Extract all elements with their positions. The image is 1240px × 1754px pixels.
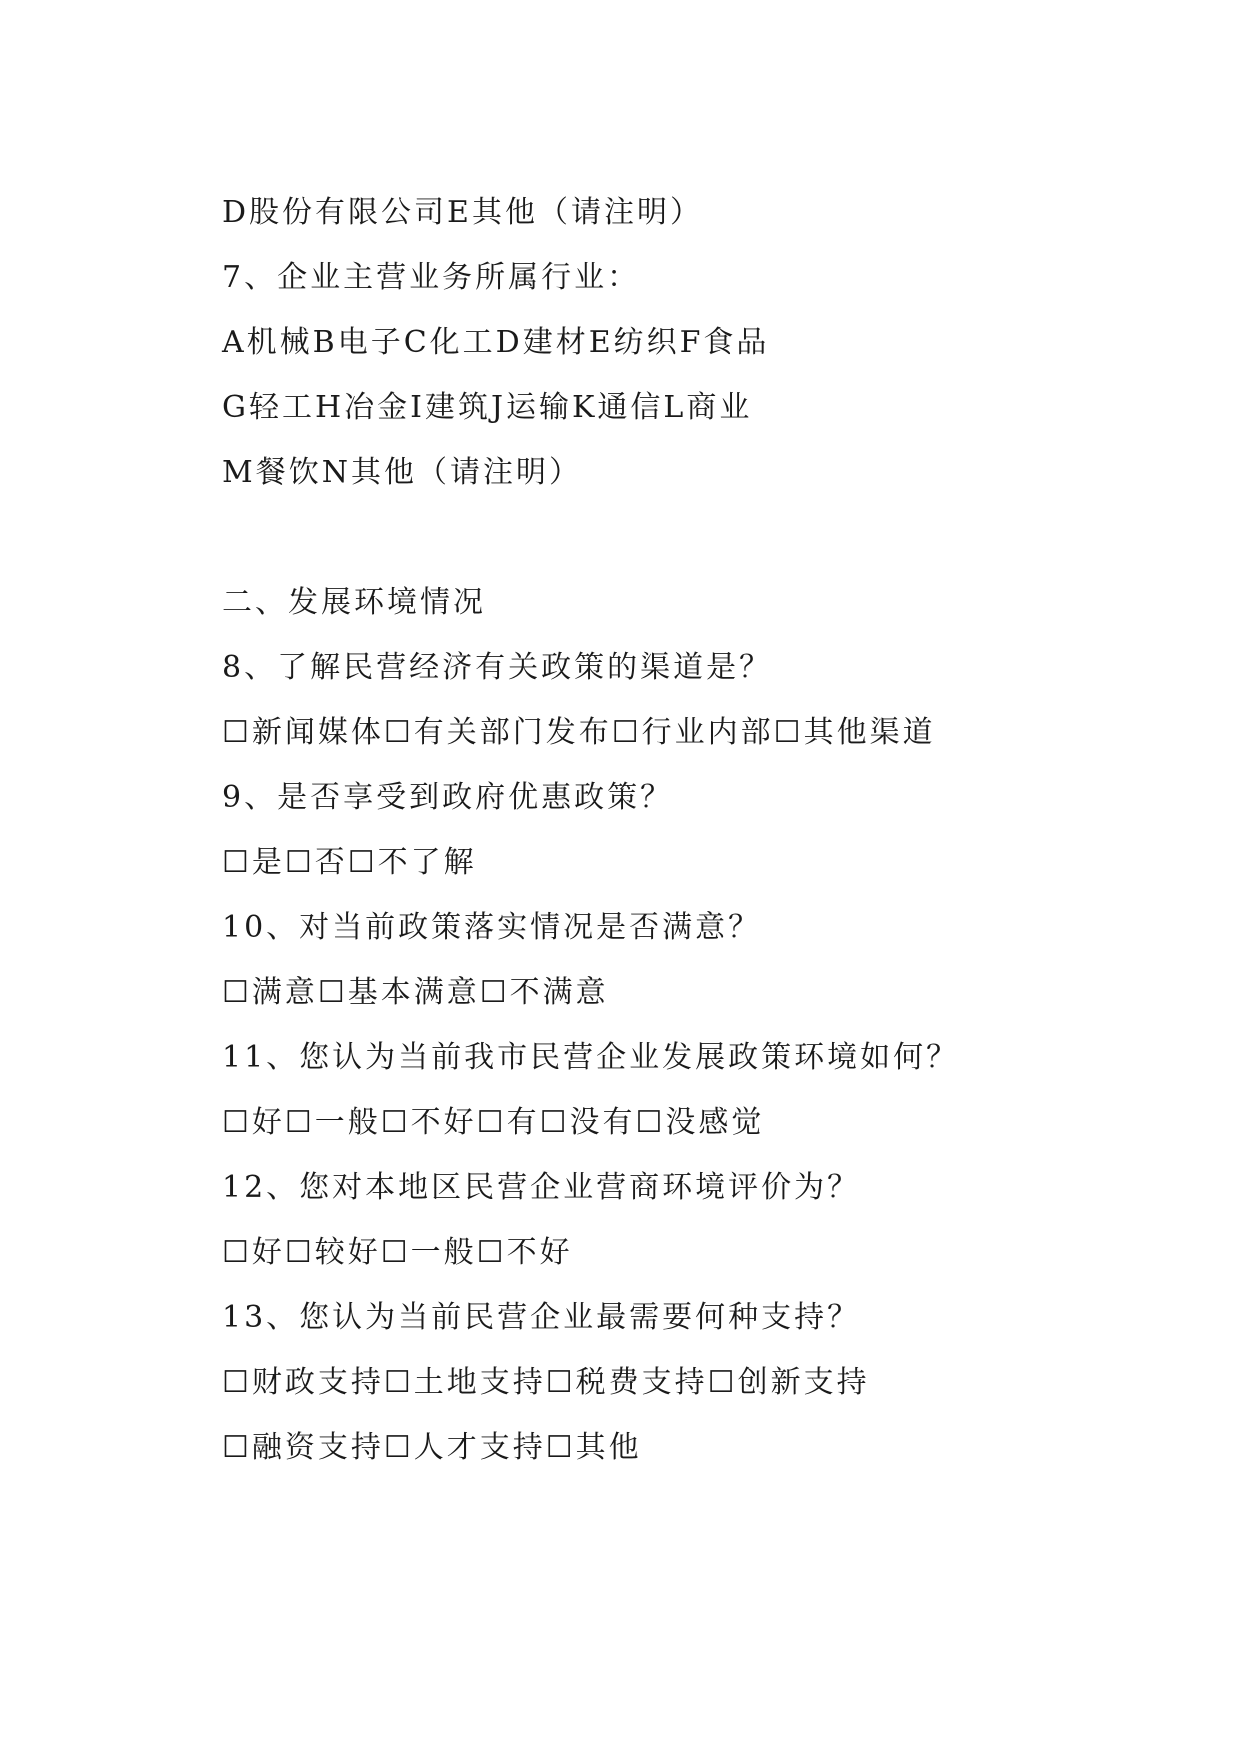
- question-8-options: ☐新闻媒体☐有关部门发布☐行业内部☐其他渠道: [222, 715, 936, 750]
- question-13-options-row-1: ☐财政支持☐土地支持☐税费支持☐创新支持: [222, 1365, 870, 1400]
- question-11-options: ☐好☐一般☐不好☐有☐没有☐没感觉: [222, 1105, 765, 1140]
- question-12-options: ☐好☐较好☐一般☐不好: [222, 1235, 573, 1270]
- industry-options-row-3: M餐饮N其他（请注明）: [222, 455, 582, 490]
- company-type-options-continued: D股份有限公司E其他（请注明）: [222, 195, 703, 230]
- industry-options-row-1: A机械B电子C化工D建材E纺织F食品: [222, 325, 770, 360]
- question-13-support-needed: 13、您认为当前民营企业最需要何种支持？: [222, 1300, 861, 1335]
- question-11-policy-environment: 11、您认为当前我市民营企业发展政策环境如何？: [222, 1040, 960, 1075]
- question-10-policy-satisfaction: 10、对当前政策落实情况是否满意？: [222, 910, 762, 945]
- question-9-preferential-policy: 9、是否享受到政府优惠政策？: [222, 780, 674, 815]
- question-13-options-row-2: ☐融资支持☐人才支持☐其他: [222, 1430, 642, 1465]
- industry-options-row-2: G轻工H冶金I建筑J运输K通信L商业: [222, 390, 753, 425]
- question-8-policy-channels: 8、了解民营经济有关政策的渠道是？: [222, 650, 773, 685]
- section-heading-development-environment: 二、发展环境情况: [222, 585, 486, 620]
- question-10-options: ☐满意☐基本满意☐不满意: [222, 975, 609, 1010]
- question-9-options: ☐是☐否☐不了解: [222, 845, 477, 880]
- question-7-industry: 7、企业主营业务所属行业：: [222, 260, 641, 295]
- question-12-business-environment: 12、您对本地区民营企业营商环境评价为？: [222, 1170, 861, 1205]
